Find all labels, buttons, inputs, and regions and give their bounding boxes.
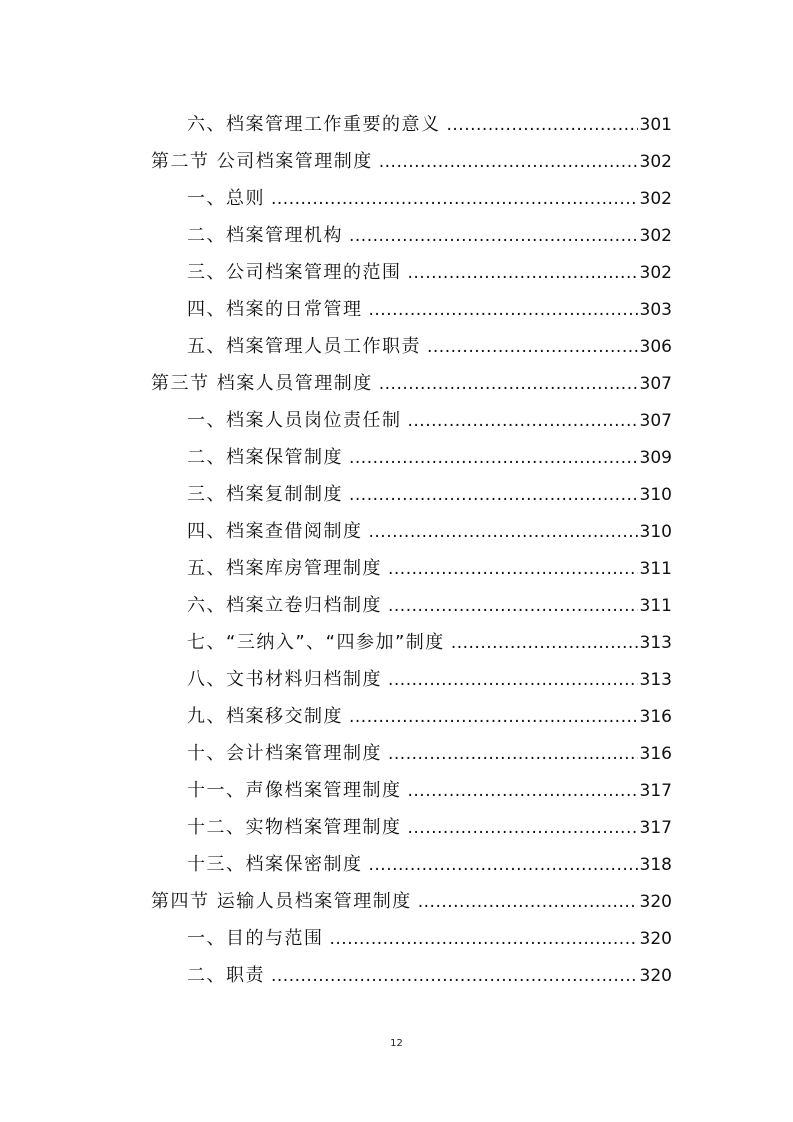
toc-entry-title: 五、档案库房管理制度 [187, 557, 382, 579]
toc-dot-leader [379, 373, 638, 395]
toc-entry[interactable] [0, 920, 793, 957]
toc-entry-page: 309 [639, 447, 672, 468]
toc-entry[interactable] [0, 846, 793, 883]
toc-dot-leader [349, 706, 638, 728]
toc-entry-title: 九、档案移交制度 [187, 705, 343, 727]
toc-dot-leader [408, 410, 638, 432]
toc-dot-leader [349, 225, 638, 247]
toc-entry[interactable] [0, 772, 793, 809]
toc-entry-title: 八、文书材料归档制度 [187, 668, 382, 690]
toc-entry-page: 311 [639, 595, 672, 616]
toc-entry[interactable] [0, 402, 793, 439]
toc-entry-title: 十、会计档案管理制度 [187, 742, 382, 764]
toc-entry-title: 三、档案复制制度 [187, 483, 343, 505]
toc-dot-leader [349, 484, 638, 506]
toc-entry-page: 302 [639, 262, 672, 283]
toc-entry-page: 313 [639, 632, 672, 653]
toc-dot-leader [369, 299, 638, 321]
toc-entry[interactable] [0, 957, 793, 994]
toc-entry-page: 316 [639, 743, 672, 764]
toc-entry-title: 第二节 公司档案管理制度 [151, 150, 373, 172]
toc-entry[interactable] [0, 328, 793, 365]
toc-entry-page: 306 [639, 336, 672, 357]
toc-dot-leader [427, 336, 638, 358]
toc-entry-title: 十三、档案保密制度 [187, 853, 363, 875]
toc-dot-leader [271, 188, 638, 210]
toc-entry[interactable] [0, 180, 793, 217]
toc-entry-page: 313 [639, 669, 672, 690]
toc-entry-page: 320 [639, 965, 672, 986]
toc-entry-title: 七、“三纳入”、“四参加”制度 [187, 631, 445, 653]
toc-section-entry[interactable] [0, 143, 793, 180]
toc-dot-leader [388, 558, 638, 580]
toc-entry-page: 316 [639, 706, 672, 727]
toc-entry-title: 第三节 档案人员管理制度 [151, 372, 373, 394]
toc-entry[interactable] [0, 698, 793, 735]
toc-entry[interactable] [0, 106, 793, 143]
toc-entry[interactable] [0, 624, 793, 661]
toc-entry[interactable] [0, 291, 793, 328]
toc-entry[interactable] [0, 254, 793, 291]
toc-entry-title: 四、档案查借阅制度 [187, 520, 363, 542]
toc-entry-page: 302 [639, 151, 672, 172]
toc-dot-leader [408, 780, 638, 802]
toc-entry-title: 六、档案管理工作重要的意义 [187, 113, 441, 135]
toc-entry[interactable] [0, 661, 793, 698]
toc-entry-page: 302 [639, 188, 672, 209]
toc-section-entry[interactable] [0, 365, 793, 402]
toc-dot-leader [447, 114, 638, 136]
toc-entry[interactable] [0, 735, 793, 772]
toc-entry-title: 十二、实物档案管理制度 [187, 816, 402, 838]
toc-entry-page: 303 [639, 299, 672, 320]
toc-entry[interactable] [0, 587, 793, 624]
toc-entry-page: 318 [639, 854, 672, 875]
toc-entry-title: 第四节 运输人员档案管理制度 [151, 890, 412, 912]
toc-entry[interactable] [0, 476, 793, 513]
toc-dot-leader [408, 817, 638, 839]
toc-entry-page: 310 [639, 521, 672, 542]
toc-entry[interactable] [0, 809, 793, 846]
toc-dot-leader [271, 965, 638, 987]
toc-dot-leader [388, 743, 638, 765]
toc-entry-title: 三、公司档案管理的范围 [187, 261, 402, 283]
page-number: 12 [390, 1038, 403, 1049]
toc-entry[interactable] [0, 439, 793, 476]
toc-entry-page: 310 [639, 484, 672, 505]
toc-entry-page: 307 [639, 410, 672, 431]
toc-entry-page: 302 [639, 225, 672, 246]
toc-entry-page: 320 [639, 928, 672, 949]
toc-entry-page: 320 [639, 891, 672, 912]
toc-entry[interactable] [0, 550, 793, 587]
toc-entry-title: 一、档案人员岗位责任制 [187, 409, 402, 431]
toc-section-entry[interactable] [0, 883, 793, 920]
toc-dot-leader [388, 595, 638, 617]
toc-dot-leader [330, 928, 638, 950]
toc-entry-title: 一、总则 [187, 187, 265, 209]
toc-dot-leader [379, 151, 638, 173]
toc-entry-page: 317 [639, 780, 672, 801]
toc-entry-title: 二、档案管理机构 [187, 224, 343, 246]
toc-dot-leader [349, 447, 638, 469]
toc-entry-page: 311 [639, 558, 672, 579]
toc-entry-title: 二、档案保管制度 [187, 446, 343, 468]
toc-entry-page: 307 [639, 373, 672, 394]
toc-entry-title: 十一、声像档案管理制度 [187, 779, 402, 801]
toc-entry-title: 二、职责 [187, 964, 265, 986]
toc-dot-leader [369, 854, 638, 876]
toc-entry[interactable] [0, 217, 793, 254]
table-of-contents [0, 106, 793, 994]
toc-entry-page: 301 [639, 114, 672, 135]
toc-entry-title: 一、目的与范围 [187, 927, 324, 949]
toc-dot-leader [408, 262, 638, 284]
toc-dot-leader [369, 521, 638, 543]
toc-entry-page: 317 [639, 817, 672, 838]
toc-entry-title: 四、档案的日常管理 [187, 298, 363, 320]
toc-dot-leader [388, 669, 638, 691]
toc-dot-leader [451, 632, 638, 654]
toc-dot-leader [418, 891, 638, 913]
toc-entry-title: 六、档案立卷归档制度 [187, 594, 382, 616]
toc-entry-title: 五、档案管理人员工作职责 [187, 335, 421, 357]
toc-entry[interactable] [0, 513, 793, 550]
